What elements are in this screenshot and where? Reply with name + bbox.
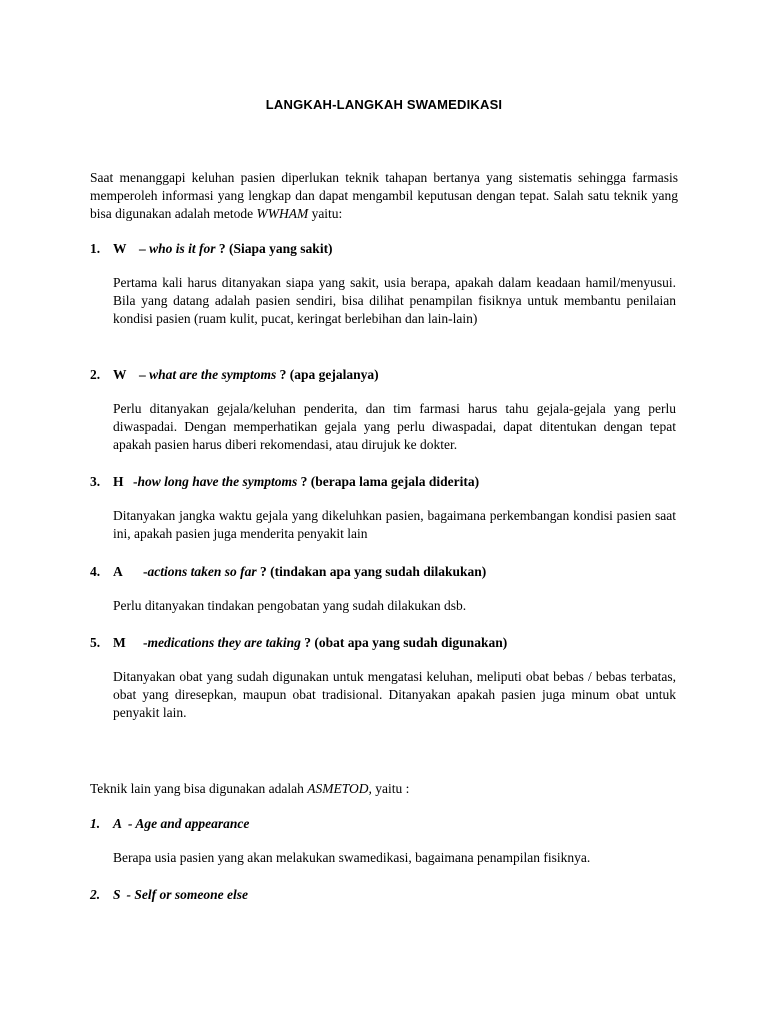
item-dash: – [139,367,146,382]
wwham-item [90,563,678,615]
item-letter: M [113,635,126,650]
wwham-item-heading [90,634,678,652]
asmetod-item-heading [90,815,678,833]
item-phrase: actions taken so far [147,564,257,579]
wwham-item-heading [90,240,678,258]
item-label: - Age and appearance [128,816,250,831]
wwham-item-heading [90,473,678,491]
item-letter: W [113,367,127,382]
wwham-item-description: Perlu ditanyakan tindakan pengobatan yang sudah dilakukan dsb. [113,598,467,613]
item-phrase: what are the symptoms [149,367,277,382]
item-letter: S [113,887,121,902]
wwham-item [90,366,678,454]
item-number: 2. [90,367,101,382]
item-number: 4. [90,564,101,579]
item-question: ? (Siapa yang sakit) [215,241,333,256]
item-question: ? (obat apa yang sudah digunakan) [300,635,508,650]
intro-method: WWHAM [256,206,309,221]
item-number: 5. [90,635,101,650]
asmetod-item-heading [90,886,678,904]
item-letter: A [113,564,123,579]
item-question: ? (berapa lama gejala diderita) [297,474,480,489]
item-phrase: medications they are taking [147,635,301,650]
item-phrase: how long have the symptoms [137,474,298,489]
wwham-item-description: Ditanyakan obat yang sudah digunakan untuk mengatasi keluhan, meliputi obat bebas / bebas terbatas, obat yang diresepkan, maupun obat tradisional. Ditanyakan apakah pasien juga minum obat untuk penyakit lain. [113,669,676,720]
wwham-item [90,473,678,543]
asmetod-item [90,815,678,867]
asmetod-intro-text: Teknik lain yang bisa digunakan adalah [90,781,308,796]
asmetod-intro [90,780,678,798]
item-question: ? (tindakan apa yang sudah dilakukan) [256,564,487,579]
document-title: LANGKAH-LANGKAH SWAMEDIKASI [265,97,503,112]
asmetod-item-description: Berapa usia pasien yang akan melakukan swamedikasi, bagaimana penampilan fisiknya. [113,850,591,865]
item-dash: - [133,474,138,489]
item-question: ? (apa gejalanya) [276,367,379,382]
item-number: 2. [90,887,101,902]
intro-text-end: yaitu: [308,206,343,221]
item-dash: - [143,564,148,579]
item-letter: W [113,241,127,256]
intro-paragraph [90,169,678,223]
item-dash: – [139,241,146,256]
wwham-item-description: Pertama kali harus ditanyakan siapa yang sakit, usia berapa, apakah dalam keadaan hamil/menyusui. Bila yang datang adalah pasien sendiri, bisa dilihat penampilan fisiknya untuk membantu penilaian kondisi pasien (ruam kulit, pucat, keringat berlebihan dan lain-lain) [113,275,676,326]
item-letter: A [113,816,123,831]
item-phrase: who is it for [149,241,216,256]
item-label: - Self or someone else [126,887,248,902]
item-dash: - [143,635,148,650]
wwham-item [90,634,678,722]
item-number: 1. [90,816,101,831]
wwham-item-description: Ditanyakan jangka waktu gejala yang dikeluhkan pasien, bagaimana perkembangan kondisi pasien saat ini, apakah pasien juga menderita penyakit lain [113,508,676,541]
wwham-item-heading [90,366,678,384]
wwham-item-heading [90,563,678,581]
intro-text: Saat menanggapi keluhan pasien diperlukan teknik tahapan bertanya yang sistematis sehingga farmasis memperoleh informasi yang lengkap dan dapat mengambil keputusan dengan tepat. Salah satu teknik yang bisa digunakan adalah metode [90,170,678,221]
asmetod-intro-end: yaitu : [371,781,410,796]
item-letter: H [113,474,124,489]
asmetod-item [90,886,678,904]
item-number: 3. [90,474,101,489]
asmetod-method: ASMETOD, [307,781,372,796]
wwham-item-description: Perlu ditanyakan gejala/keluhan penderita, dan tim farmasi harus tahu gejala-gejala yang perlu diwaspadai. Dengan memperhatikan gejala yang perlu diwaspadai, dapat ditentukan dengan tepat apakah pasien harus diberi rekomendasi, atau dirujuk ke dokter. [113,401,676,452]
wwham-item [90,240,678,328]
item-number: 1. [90,241,101,256]
